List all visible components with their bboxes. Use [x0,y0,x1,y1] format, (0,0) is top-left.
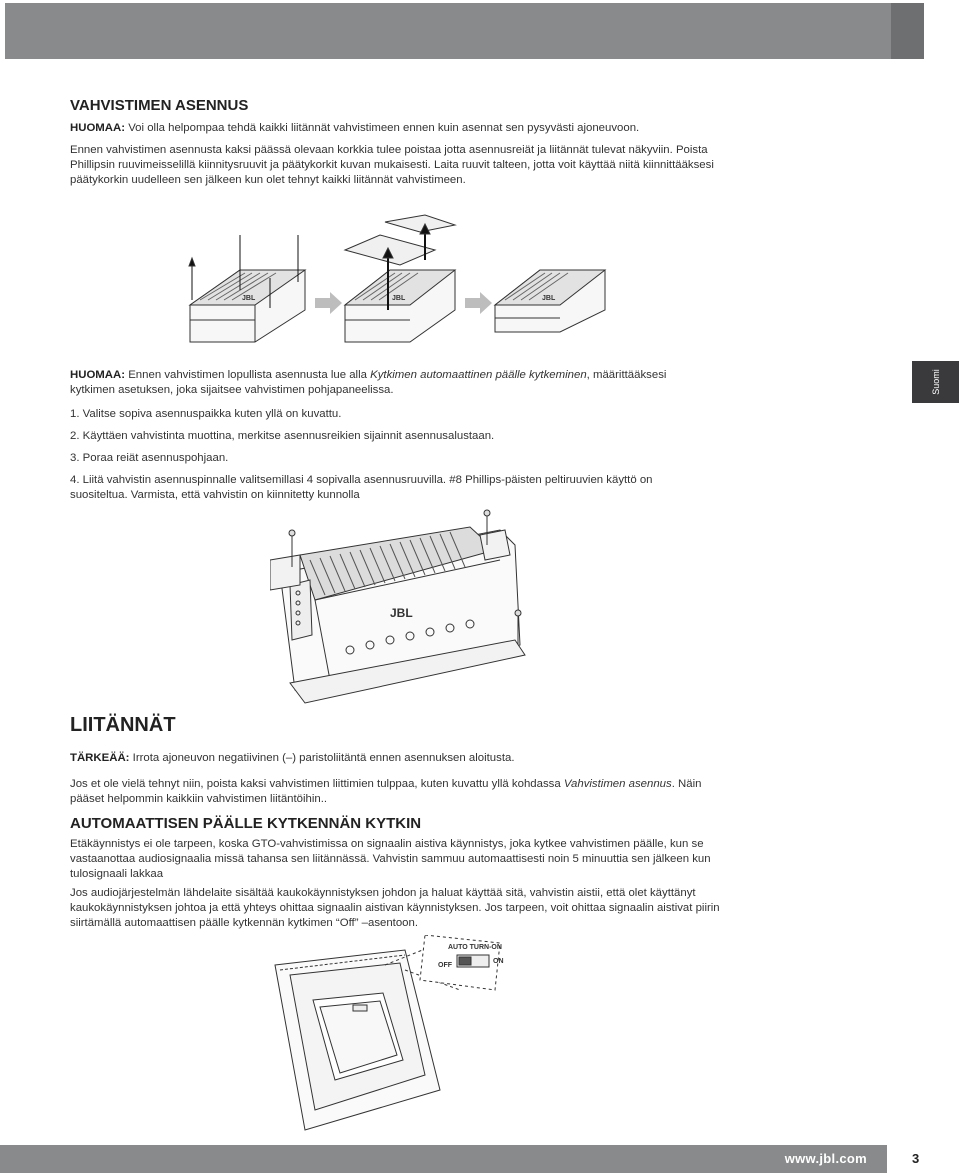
footer-url[interactable]: www.jbl.com [784,1151,867,1166]
section-title-asennus: VAHVISTIMEN ASENNUS [70,97,249,114]
important-label: TÄRKEÄÄ: [70,752,130,764]
switch-knob[interactable] [459,957,471,965]
step-4: 4. Liitä vahvistin asennuspinnalle valitsemillasi 4 sopivalla asennusruuvilla. #8 Phillips-päisten peltiruuvien käyttö on suositeltua. Varmista, että vahvistin on kiinnitetty kunnolla [70,474,653,501]
mounting-figure [270,505,550,705]
section-title-liitannat: LIITÄNNÄT [70,714,176,736]
auto-turn-on-figure [265,935,525,1135]
arrow-right-icon [315,292,342,314]
step-1: 1. Valitse sopiva asennuspaikka kuten yllä on kuvattu. [70,408,342,420]
step-2: 2. Käyttäen vahvistinta muottina, merkitse asennusreikien sijainnit asennusalustaan. [70,430,495,442]
top-banner [5,3,891,59]
amplifier-3 [495,270,605,332]
section-title-kytkin: AUTOMAATTISEN PÄÄLLE KYTKENNÄN KYTKIN [70,815,422,832]
language-tab-label: Suomi [930,369,941,395]
note-paragraph [70,121,730,136]
top-banner-accent [891,3,924,59]
kytkin-paragraph-1: Etäkäynnistys ei ole tarpeen, koska GTO-vahvistimissa on signaalin aistiva käynnistys, joka kytkee vahvistimen päälle, kun se vastaanottaa audiosignaalia missä tahansa sen liitännässä. Vahvistin sammuu automaattisesti noin 5 minuuttia sen jälkeen kun tulosignaali lakkaa [70,838,711,880]
amplifier-2 [345,215,455,342]
jbl-logo-small-2: JBL [392,295,406,302]
note-text: Voi olla helpompaa tehdä kaikki liitännät vahvistimeen ennen kuin asennat sen pysyvästi ajoneuvoon. [125,122,640,134]
important-paragraph: TÄRKEÄÄ: Irrota ajoneuvon negatiivinen (–) paristoliitäntä ennen asennuksen aloitusta. [70,752,515,764]
jbl-logo-small-3: JBL [542,295,556,302]
amplifier-1 [189,235,305,342]
note2-reference: Kytkimen automaattinen päälle kytkeminen [370,369,587,381]
switch-title: AUTO TURN-ON [448,944,502,951]
arrow-right-icon [465,292,492,314]
page-number: 3 [912,1151,920,1166]
end-cap-removal-figure [180,210,620,350]
jbl-logo: JBL [390,606,413,620]
step-3: 3. Poraa reiät asennuspohjaan. [70,452,229,464]
language-tab[interactable] [912,361,959,403]
note2-paragraph: HUOMAA: Ennen vahvistimen lopullista asennusta lue alla Kytkimen automaattinen päälle kytkeminen, määrittääksesi kytkimen asetuksen, joka sijaitsee vahvistimen pohjapaneelissa. [70,369,667,396]
liitannat-paragraph: Jos et ole vielä tehnyt niin, poista kaksi vahvistimen liittimien tulppaa, kuten kuvattu yllä kohdassa Vahvistimen asennus. Näin pääset helpommin kaikkiin vahvistimen liitäntöihin.. [70,778,702,805]
footer-bar [0,1145,887,1173]
asennus-paragraph: Ennen vahvistimen asennusta kaksi päässä olevaan korkkia tulee poistaa jotta asennusreiät ja liitännät tulevat näkyviin. Poista Phillipsin ruuvimeisselillä kiinnitysruuvit ja päätykorkit kuvan mukaisesti. Laita ruuvit talteen, jotta voit käyttää niitä kiinnittääksesi päätykorkin uudelleen sen jälkeen kun olet tehnyt kaikki liitännät vahvistimeen. [70,144,714,186]
kytkin-paragraph-2: Jos audiojärjestelmän lähdelaite sisältää kaukokäynnistyksen johdon ja haluat käyttää sitä, vahvistin aistii, että olet käyttänyt kaukokäynnistyksen johtoa ja että yhteys ohittaa signaalin aistivan käynnistyksen. Jos tarpeen, voit ohittaa signaalin aistivat piirin siirtämällä automaattisen päälle kytkennän kytkimen “Off” –asentoon. [70,887,720,929]
note2-label: HUOMAA: [70,369,126,381]
switch-on-label: ON [493,958,504,965]
switch-off-label: OFF [438,962,452,969]
note-label: HUOMAA: [70,122,126,134]
liitannat-reference: Vahvistimen asennus [563,778,672,790]
jbl-logo-small-1: JBL [242,295,256,302]
